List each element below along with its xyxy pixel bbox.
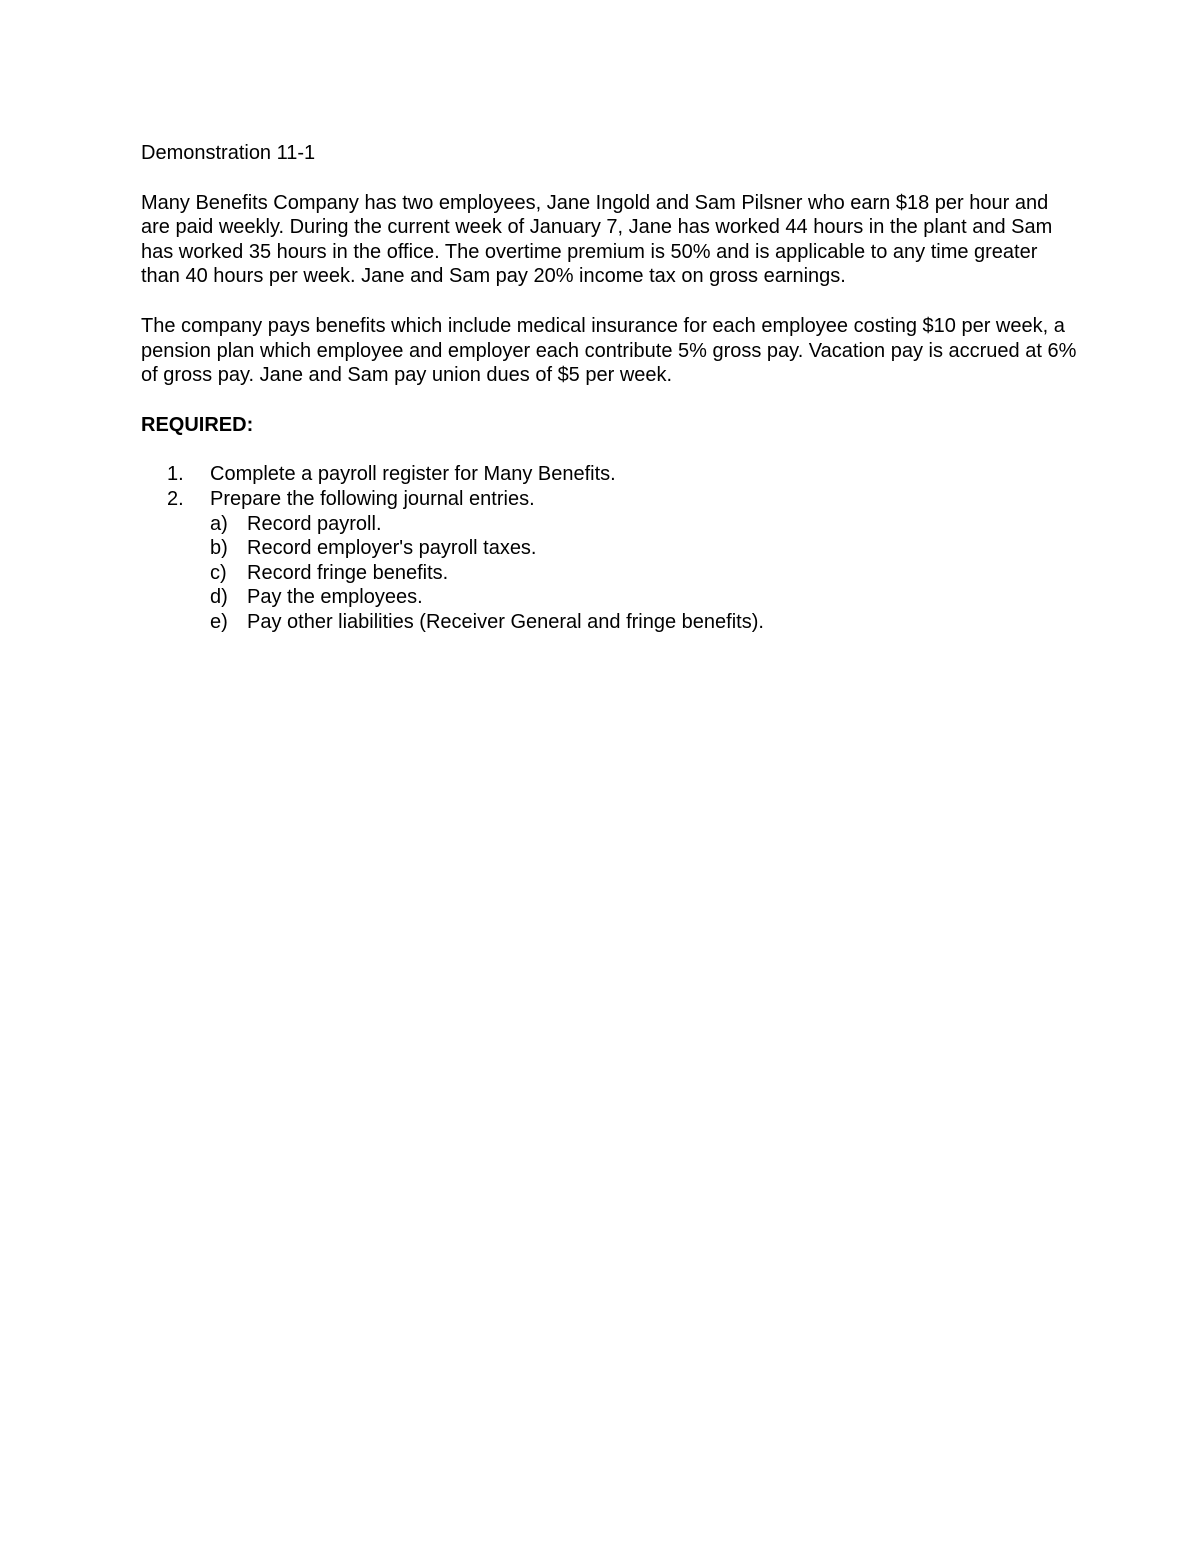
substep-item-e <box>210 610 1081 635</box>
substep-letter: d) <box>210 586 228 609</box>
step-item-2 <box>141 487 1081 635</box>
substep-item-a <box>210 512 1081 537</box>
substep-text: Pay other liabilities (Receiver General and fringe benefits). <box>247 610 764 633</box>
substep-letter: a) <box>210 512 228 535</box>
step-number: 2. <box>167 487 184 510</box>
document-heading: Demonstration 11-1 <box>141 142 316 164</box>
step-text: Prepare the following journal entries. <box>210 487 535 510</box>
problem-paragraph-1: Many Benefits Company has two employees, Jane Ingold and Sam Pilsner who earn $18 per hour and are paid weekly. During the current week of January 7, Jane has worked 44 hours in the plant and Sam has worked 35 hours in the office. The overtime premium is 50% and is applicable to any time greater than 40 hours per week. Jane and Sam pay 20% income tax on gross earnings. <box>141 191 1053 288</box>
substep-text: Record fringe benefits. <box>247 561 449 584</box>
step-number: 1. <box>167 463 184 486</box>
substep-text: Record payroll. <box>247 512 382 535</box>
required-steps-list <box>141 462 1081 634</box>
substep-letter: c) <box>210 561 227 584</box>
substep-item-b <box>210 536 1081 561</box>
journal-entries-list <box>210 512 1081 635</box>
substep-item-d <box>210 585 1081 610</box>
substep-letter: e) <box>210 610 228 633</box>
substep-item-c <box>210 561 1081 586</box>
substep-text: Pay the employees. <box>247 586 423 609</box>
document-page <box>141 141 1081 635</box>
substep-text: Record employer's payroll taxes. <box>247 537 537 560</box>
problem-paragraph-2: The company pays benefits which include medical insurance for each employee costing $10 per week, a pension plan which employee and employer each contribute 5% gross pay. Vacation pay is accrued at 6% of gross pay. Jane and Sam pay union dues of $5 per week. <box>141 314 1077 387</box>
step-item-1 <box>141 462 1081 487</box>
required-label: REQUIRED: <box>141 413 254 436</box>
substep-letter: b) <box>210 537 228 560</box>
step-text: Complete a payroll register for Many Benefits. <box>210 463 616 486</box>
